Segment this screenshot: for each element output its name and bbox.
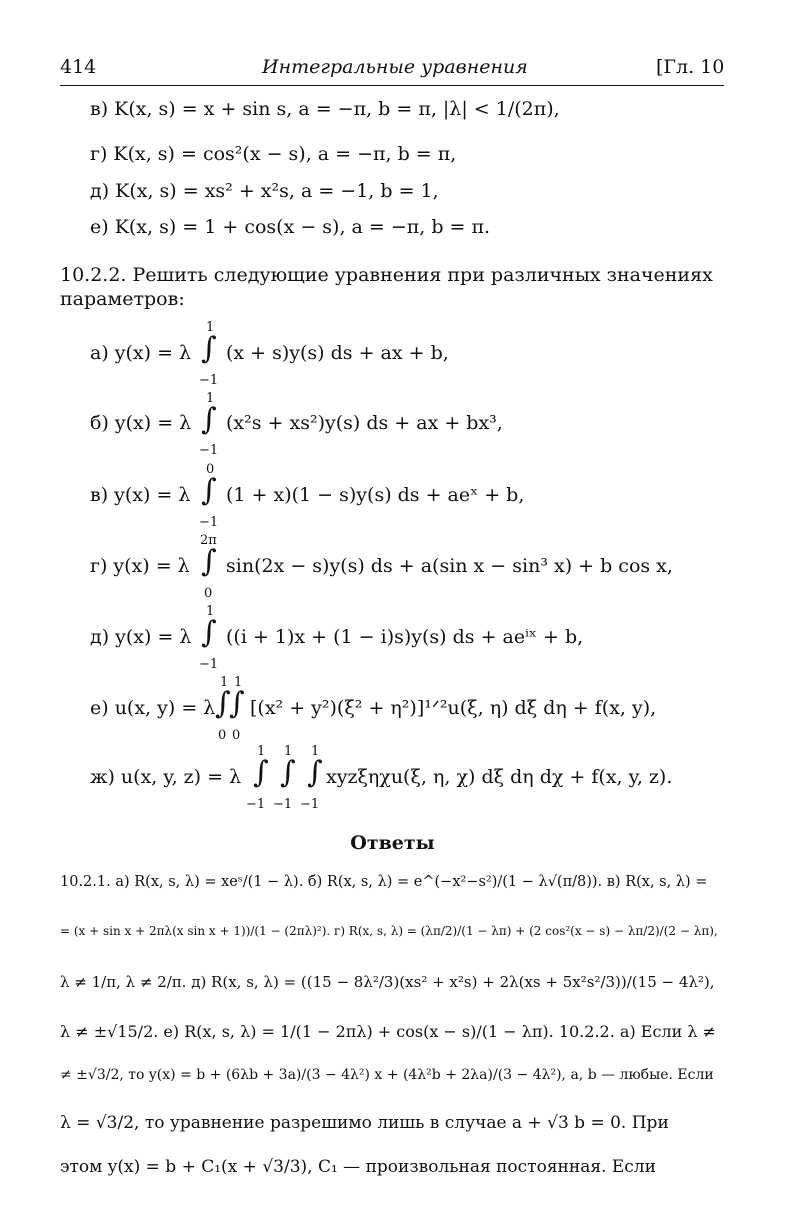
lower-limit: −1 [199, 373, 219, 388]
equation-body: (x + s)y(s) ds + ax + b, [226, 342, 449, 364]
kernel-item-v: в) K(x, s) = x + sin s, a = −π, b = π, |λ| < 1/(2π), [90, 98, 560, 120]
equation-body: [(x² + y²)(ξ² + η²)]¹ᐟ²u(ξ, η) dξ dη + f(x, y), [250, 697, 657, 719]
answer-line: этом y(x) = b + C₁(x + √3/3), C₁ — произвольная постоянная. Если [60, 1157, 656, 1177]
equation-label: е) u(x, y) = λ [90, 697, 216, 719]
equation-label: б) y(x) = λ [90, 412, 192, 434]
upper-limit-2: 1 [284, 744, 293, 759]
integral-sign: ∫ [201, 402, 217, 437]
upper-limit: 0 [206, 462, 215, 477]
upper-limit: 2π [200, 533, 217, 548]
integral-sign-2: ∫ [280, 755, 296, 790]
lower-limit-2: 0 [232, 728, 241, 743]
upper-limit-2: 1 [234, 675, 243, 690]
answer-line: = (x + sin x + 2πλ(x sin x + 1))/(1 − (2πλ)²). г) R(x, s, λ) = (λπ/2)/(1 − λπ) + (2 cos²(x − s) − λπ/2)/(2 − λπ), [60, 924, 718, 938]
upper-limit-3: 1 [311, 744, 320, 759]
equation-body: sin(2x − s)y(s) ds + a(sin x − sin³ x) + b cos x, [226, 555, 673, 577]
integral-sign: ∫ [201, 544, 217, 579]
answer-line: λ = √3/2, то уравнение разрешимо лишь в случае a + √3 b = 0. При [60, 1113, 669, 1133]
answer-line: λ ≠ 1/π, λ ≠ 2/π. д) R(x, s, λ) = ((15 − 8λ²/3)(xs² + x²s) + 2λ(xs + 5x²s²/3))/(15 − 4λ²), [60, 973, 715, 991]
equation-body: ((i + 1)x + (1 − i)s)y(s) ds + aeⁱˣ + b, [226, 626, 584, 648]
equation-label: а) y(x) = λ [90, 342, 192, 364]
upper-limit: 1 [206, 604, 215, 619]
chapter-label: [Гл. 10 [656, 56, 725, 78]
integral-sign: ∫ [201, 473, 217, 508]
upper-limit-1: 1 [220, 675, 229, 690]
lower-limit-2: −1 [273, 797, 293, 812]
equation-body: (x²s + xs²)y(s) ds + ax + bx³, [226, 412, 503, 434]
lower-limit: −1 [199, 515, 219, 530]
page-number: 414 [60, 56, 97, 78]
integral-sign-1: ∫ [215, 686, 231, 721]
integral-sign: ∫ [201, 331, 217, 366]
answer-line: λ ≠ ±√15/2. е) R(x, s, λ) = 1/(1 − 2πλ) + cos(x − s)/(1 − λπ). 10.2.2. а) Если λ ≠ [60, 1022, 716, 1041]
lower-limit-1: −1 [246, 797, 266, 812]
running-title: Интегральные уравнения [262, 56, 528, 78]
integral-sign-1: ∫ [253, 755, 269, 790]
lower-limit-3: −1 [300, 797, 320, 812]
lower-limit-1: 0 [218, 728, 227, 743]
answers-heading: Ответы [350, 832, 435, 854]
equation-label: в) y(x) = λ [90, 484, 191, 506]
equation-body: xyzξηχu(ξ, η, χ) dξ dη dχ + f(x, y, z). [326, 766, 673, 788]
equation-body: (1 + x)(1 − s)y(s) ds + aeˣ + b, [226, 484, 525, 506]
integral-sign-2: ∫ [229, 686, 245, 721]
kernel-item-e: е) K(x, s) = 1 + cos(x − s), a = −π, b = π. [90, 216, 491, 238]
answer-line: 10.2.1. а) R(x, s, λ) = xeˢ/(1 − λ). б) R(x, s, λ) = e^(−x²−s²)/(1 − λ√(π/8)). в) R(x, s, λ) = [60, 874, 708, 890]
equation-label: ж) u(x, y, z) = λ [90, 766, 242, 788]
upper-limit-1: 1 [257, 744, 266, 759]
equation-label: г) y(x) = λ [90, 555, 190, 577]
integral-sign: ∫ [201, 615, 217, 650]
integral-sign-3: ∫ [307, 755, 323, 790]
kernel-item-g: г) K(x, s) = cos²(x − s), a = −π, b = π, [90, 143, 457, 165]
lower-limit: −1 [199, 443, 219, 458]
lower-limit: 0 [204, 586, 213, 601]
lower-limit: −1 [199, 657, 219, 672]
header-rule [60, 85, 724, 86]
problem-intro-line-2: параметров: [60, 288, 185, 310]
equation-label: д) y(x) = λ [90, 626, 192, 648]
kernel-item-d: д) K(x, s) = xs² + x²s, a = −1, b = 1, [90, 180, 439, 202]
problem-intro-line-1: 10.2.2. Решить следующие уравнения при различных значениях [60, 264, 713, 286]
upper-limit: 1 [206, 391, 215, 406]
upper-limit: 1 [206, 320, 215, 335]
answer-line: ≠ ±√3/2, то y(x) = b + (6λb + 3a)/(3 − 4λ²) x + (4λ²b + 2λa)/(3 − 4λ²), a, b — любые. Если [60, 1067, 714, 1083]
